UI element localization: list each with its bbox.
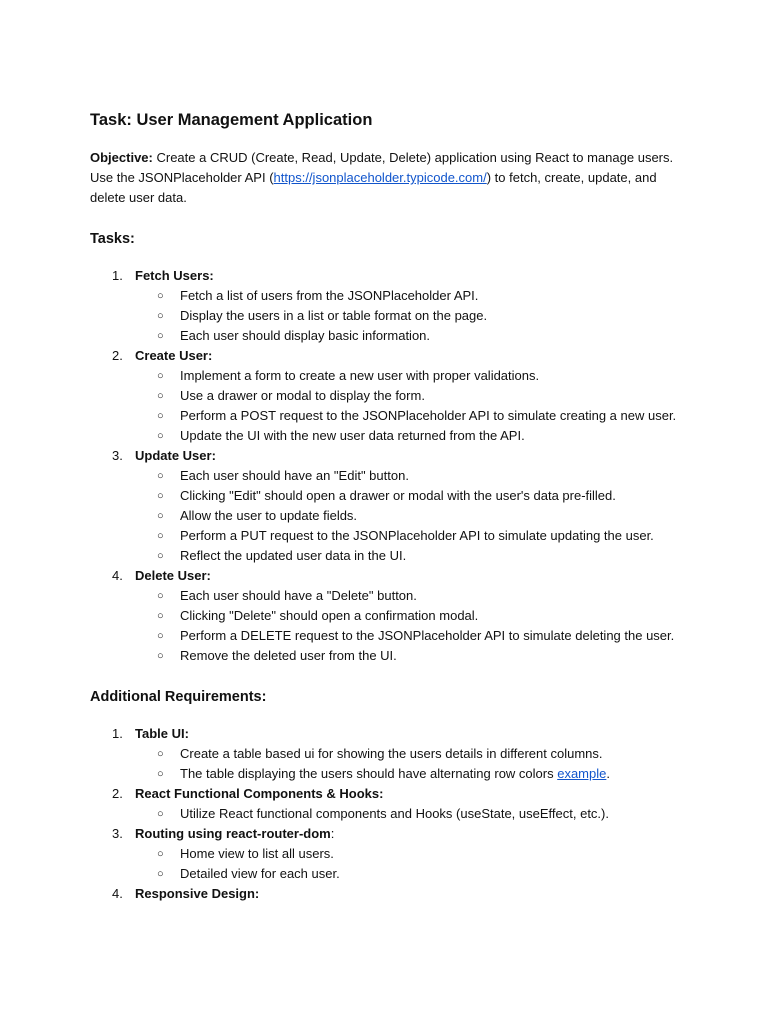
- requirement-title-suffix: :: [330, 826, 335, 841]
- circle-bullet-icon: ○: [157, 848, 164, 860]
- list-item: [135, 626, 680, 646]
- list-item: [135, 546, 680, 566]
- list-item-text: The table displaying the users should have alternating row colors: [180, 766, 558, 781]
- circle-bullet-icon: ○: [157, 490, 164, 502]
- list-item: [135, 286, 680, 306]
- list-item: [135, 406, 680, 426]
- requirement-item-responsive: [90, 884, 680, 904]
- circle-bullet-icon: ○: [157, 748, 164, 760]
- circle-bullet-icon: ○: [157, 510, 164, 522]
- list-number: 1.: [112, 268, 123, 283]
- list-number: 2.: [112, 786, 123, 801]
- objective-text-after: ) to fetch, create, update, and delete user data.: [90, 170, 657, 205]
- list-item-text: Create a table based ui for showing the users details in different columns.: [180, 746, 603, 761]
- sub-list: [135, 586, 680, 666]
- additional-requirements-list: [90, 724, 680, 904]
- requirement-title: React Functional Components & Hooks:: [135, 786, 384, 801]
- circle-bullet-icon: ○: [157, 430, 164, 442]
- list-item-text: Fetch a list of users from the JSONPlaceholder API.: [180, 288, 479, 303]
- list-item-text: Display the users in a list or table format on the page.: [180, 308, 488, 323]
- list-item-text: Perform a POST request to the JSONPlaceholder API to simulate creating a new user.: [180, 408, 677, 423]
- list-item-text: Allow the user to update fields.: [180, 508, 358, 523]
- list-item-text: Each user should have a "Delete" button.: [180, 588, 417, 603]
- requirement-item-react-hooks: [90, 784, 680, 824]
- circle-bullet-icon: ○: [157, 310, 164, 322]
- list-item: [135, 744, 680, 764]
- task-item-fetch-users: [90, 266, 680, 346]
- list-item: [135, 586, 680, 606]
- list-item-text: Reflect the updated user data in the UI.: [180, 548, 407, 563]
- list-item: [135, 606, 680, 626]
- task-title: Delete User:: [135, 568, 211, 583]
- list-item-text: Utilize React functional components and Hooks (useState, useEffect, etc.).: [180, 806, 609, 821]
- list-item-text: Implement a form to create a new user with proper validations.: [180, 368, 540, 383]
- list-item-text: Clicking "Edit" should open a drawer or modal with the user's data pre-filled.: [180, 488, 616, 503]
- task-title: Fetch Users:: [135, 268, 214, 283]
- additional-requirements-heading: Additional Requirements:: [90, 689, 267, 705]
- circle-bullet-icon: ○: [157, 630, 164, 642]
- circle-bullet-icon: ○: [157, 590, 164, 602]
- section-gap: [90, 666, 680, 686]
- list-item-text: Each user should have an "Edit" button.: [180, 468, 409, 483]
- circle-bullet-icon: ○: [157, 370, 164, 382]
- requirement-title: Routing using react-router-dom: [135, 826, 331, 841]
- task-title: Update User:: [135, 448, 216, 463]
- list-item: [135, 864, 680, 884]
- circle-bullet-icon: ○: [157, 530, 164, 542]
- list-item-text: Clicking "Delete" should open a confirmation modal.: [180, 608, 479, 623]
- list-item: [135, 844, 680, 864]
- circle-bullet-icon: ○: [157, 550, 164, 562]
- example-link[interactable]: example: [557, 766, 607, 781]
- list-item: [135, 486, 680, 506]
- list-number: 3.: [112, 448, 123, 463]
- sub-list: [135, 366, 680, 446]
- list-item: [135, 366, 680, 386]
- objective-paragraph: [90, 148, 680, 208]
- list-item: [135, 526, 680, 546]
- circle-bullet-icon: ○: [157, 868, 164, 880]
- circle-bullet-icon: ○: [157, 650, 164, 662]
- circle-bullet-icon: ○: [157, 768, 164, 780]
- circle-bullet-icon: ○: [157, 808, 164, 820]
- list-item-text-end: .: [606, 766, 610, 781]
- list-item-text: Use a drawer or modal to display the form.: [180, 388, 425, 403]
- list-item-text: Each user should display basic information.: [180, 328, 431, 343]
- list-item: [135, 764, 680, 784]
- list-number: 1.: [112, 726, 123, 741]
- sub-list: [135, 844, 680, 884]
- circle-bullet-icon: ○: [157, 330, 164, 342]
- list-item: [135, 646, 680, 666]
- list-number: 3.: [112, 826, 123, 841]
- jsonplaceholder-link[interactable]: https://jsonplaceholder.typicode.com/: [273, 170, 487, 185]
- sub-list: [135, 466, 680, 566]
- list-number: 4.: [112, 568, 123, 583]
- list-item: [135, 466, 680, 486]
- sub-list: [135, 286, 680, 346]
- list-item-text: Home view to list all users.: [180, 846, 334, 861]
- list-item-text: Perform a PUT request to the JSONPlaceholder API to simulate updating the user.: [180, 528, 654, 543]
- list-item-text: Remove the deleted user from the UI.: [180, 648, 397, 663]
- task-item-update-user: [90, 446, 680, 566]
- list-item-text: Update the UI with the new user data returned from the API.: [180, 428, 525, 443]
- list-item: [135, 804, 680, 824]
- requirement-title: Table UI:: [135, 726, 189, 741]
- list-item-text: Detailed view for each user.: [180, 866, 340, 881]
- objective-label: Objective:: [90, 150, 153, 165]
- task-title: Create User:: [135, 348, 213, 363]
- requirement-item-routing: [90, 824, 680, 884]
- sub-list: [135, 804, 680, 824]
- circle-bullet-icon: ○: [157, 610, 164, 622]
- tasks-list: [90, 266, 680, 666]
- requirement-title: Responsive Design:: [135, 886, 260, 901]
- sub-list: [135, 744, 680, 784]
- circle-bullet-icon: ○: [157, 290, 164, 302]
- list-number: 2.: [112, 348, 123, 363]
- document-title: Task: User Management Application: [90, 111, 373, 129]
- tasks-heading: Tasks:: [90, 231, 135, 247]
- requirement-item-table-ui: [90, 724, 680, 784]
- task-item-create-user: [90, 346, 680, 446]
- task-item-delete-user: [90, 566, 680, 666]
- circle-bullet-icon: ○: [157, 390, 164, 402]
- objective-text-before: Create a CRUD (Create, Read, Update, Delete) application using React to manage users. Use the JSONPlaceholder API (: [90, 150, 674, 185]
- list-number: 4.: [112, 886, 123, 901]
- document-body: [90, 108, 680, 904]
- list-item: [135, 386, 680, 406]
- list-item: [135, 326, 680, 346]
- list-item: [135, 506, 680, 526]
- list-item: [135, 306, 680, 326]
- circle-bullet-icon: ○: [157, 410, 164, 422]
- list-item-text: Perform a DELETE request to the JSONPlaceholder API to simulate deleting the user.: [180, 628, 675, 643]
- list-item: [135, 426, 680, 446]
- circle-bullet-icon: ○: [157, 470, 164, 482]
